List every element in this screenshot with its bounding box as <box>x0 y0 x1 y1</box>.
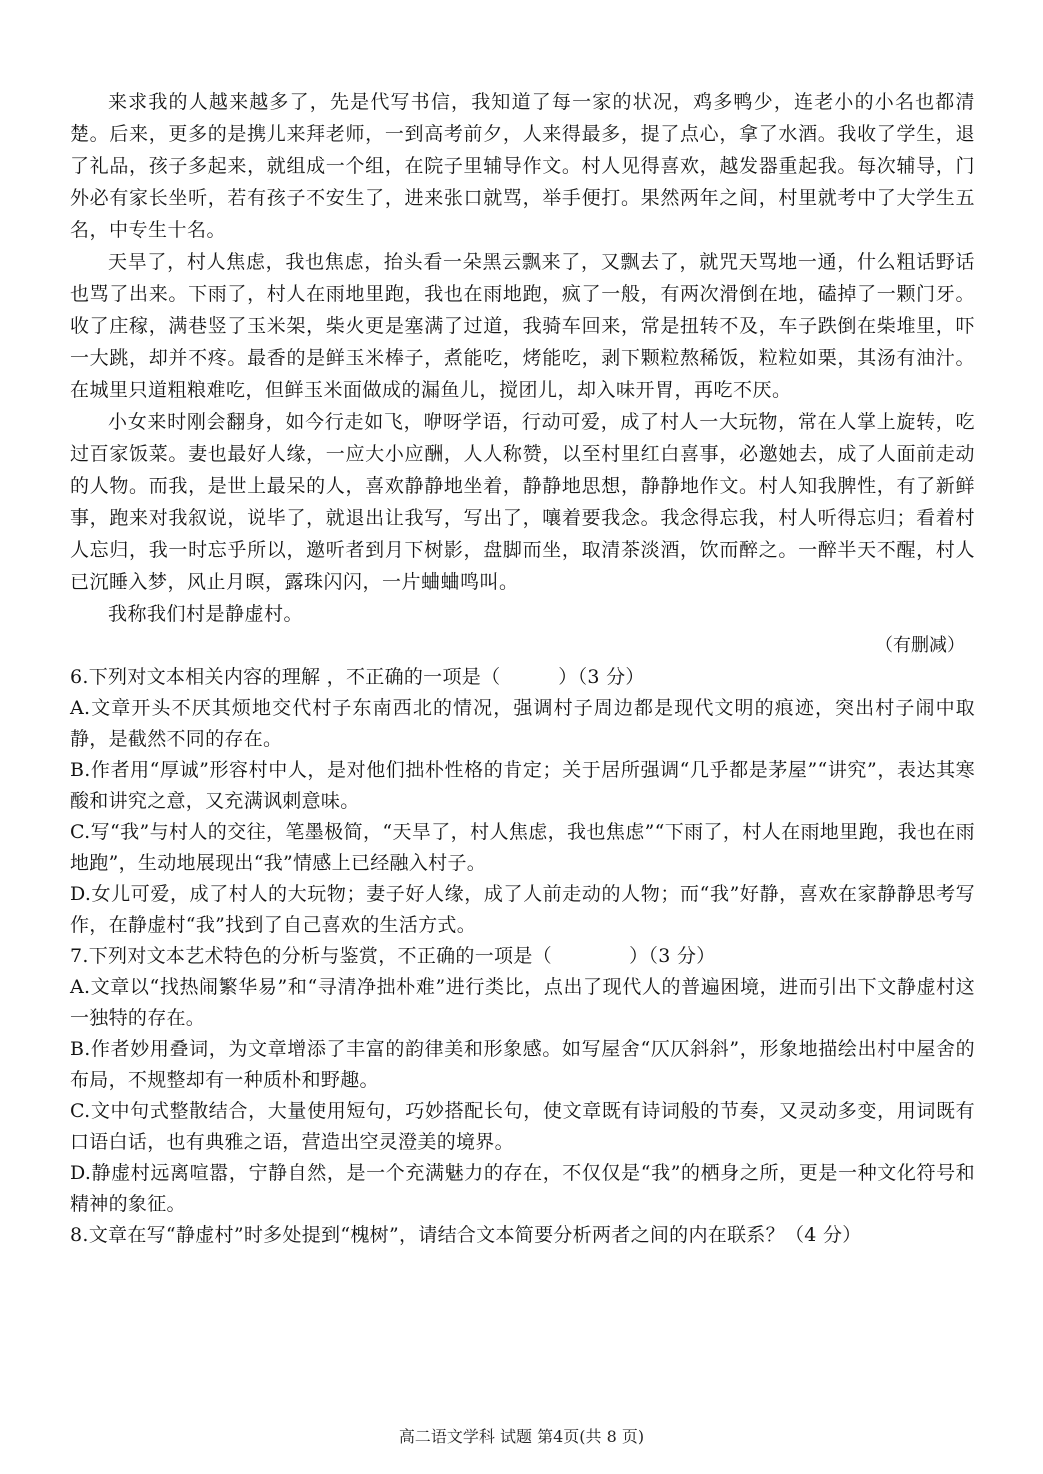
abridged-note: （有删减） <box>875 635 965 656</box>
question-8-stem: 8.文章在写“静虚村”时多处提到“槐树”，请结合文本简要分析两者之间的内在联系？（4 分） <box>70 1224 862 1246</box>
question-6-option-b: B.作者用“厚诚”形容村中人，是对他们拙朴性格的肯定；关于居所强调“几乎都是茅屋”“讲究”，表达其寒酸和讲究之意，又充满讽刺意味。 <box>70 759 975 812</box>
exam-page <box>70 86 975 1251</box>
question-7 <box>70 941 975 1220</box>
question-6-stem: 6.下列对文本相关内容的理解 ，不正确的一项是（ ）（3 分） <box>70 666 645 688</box>
question-7-option-d: D.静虚村远离喧嚣，宁静自然，是一个充满魅力的存在，不仅仅是“我”的栖身之所，更是一种文化符号和精神的象征。 <box>70 1162 975 1215</box>
question-7-stem: 7.下列对文本艺术特色的分析与鉴赏，不正确的一项是（ ）（3 分） <box>70 945 716 967</box>
question-6-option-d: D.女儿可爱，成了村人的大玩物；妻子好人缘，成了人前走动的人物；而“我”好静，喜欢在家静静思考写作，在静虚村“我”找到了自己喜欢的生活方式。 <box>70 883 975 936</box>
question-6-option-c: C.写“我”与村人的交往，笔墨极简，“天旱了，村人焦虑，我也焦虑”“下雨了，村人在雨地里跑，我也在雨地跑”，生动地展现出“我”情感上已经融入村子。 <box>70 821 975 874</box>
passage-paragraph-4: 我称我们村是静虚村。 <box>108 603 304 625</box>
question-7-option-b: B.作者妙用叠词，为文章增添了丰富的韵律美和形象感。如写屋舍“仄仄斜斜”，形象地描绘出村中屋舍的布局，不规整却有一种质朴和野趣。 <box>70 1038 975 1091</box>
question-7-option-a: A.文章以“找热闹繁华易”和“寻清净拙朴难”进行类比，点出了现代人的普遍困境，进而引出下文静虚村这一独特的存在。 <box>70 976 975 1029</box>
passage-paragraph-1: 来求我的人越来越多了，先是代写书信，我知道了每一家的状况，鸡多鸭少，连老小的小名也都清楚。后来，更多的是携儿来拜老师，一到高考前夕，人来得最多，提了点心，拿了水酒。我收了学生，退了礼品，孩子多起来，就组成一个组，在院子里辅导作文。村人见得喜欢，越发器重起我。每次辅导，门外必有家长坐听，若有孩子不安生了，进来张口就骂，举手便打。果然两年之间，村里就考中了大学生五名，中专生十名。 <box>70 91 975 241</box>
question-7-option-c: C.文中句式整散结合，大量使用短句，巧妙搭配长句，使文章既有诗词般的节奏，又灵动多变，用词既有口语白话，也有典雅之语，营造出空灵澄美的境界。 <box>70 1100 975 1153</box>
passage-paragraph-3: 小女来时刚会翻身，如今行走如飞，咿呀学语，行动可爱，成了村人一大玩物，常在人掌上旋转，吃过百家饭菜。妻也最好人缘，一应大小应酬，人人称赞，以至村里红白喜事，必邀她去，成了人面前走动的人物。而我，是世上最呆的人，喜欢静静地坐着，静静地思想，静静地作文。村人知我脾性，有了新鲜事，跑来对我叙说，说毕了，就退出让我写，写出了，嚷着要我念。我念得忘我，村人听得忘归；看着村人忘归，我一时忘乎所以，邀听者到月下树影，盘脚而坐，取清茶淡酒，饮而醉之。一醉半天不醒，村人已沉睡入梦，风止月暝，露珠闪闪，一片蛐蛐鸣叫。 <box>70 411 975 593</box>
page-footer: 高二语文学科 试题 第4页(共 8 页) <box>398 1427 645 1446</box>
passage-paragraph-2: 天旱了，村人焦虑，我也焦虑，抬头看一朵黑云飘来了，又飘去了，就咒天骂地一通，什么粗话野话也骂了出来。下雨了，村人在雨地里跑，我也在雨地跑，疯了一般，有两次滑倒在地，磕掉了一颗门牙。收了庄稼，满巷竖了玉米架，柴火更是塞满了过道，我骑车回来，常是扭转不及，车子跌倒在柴堆里，吓一大跳，却并不疼。最香的是鲜玉米棒子，煮能吃，烤能吃，剥下颗粒熬稀饭，粒粒如栗，其汤有油汁。在城里只道粗粮难吃，但鲜玉米面做成的漏鱼儿，搅团儿，却入味开胃，再吃不厌。 <box>70 251 975 401</box>
question-6-option-a: A.文章开头不厌其烦地交代村子东南西北的情况，强调村子周边都是现代文明的痕迹，突出村子闹中取静，是截然不同的存在。 <box>70 697 975 750</box>
question-6 <box>70 662 975 941</box>
question-8 <box>70 1220 975 1251</box>
